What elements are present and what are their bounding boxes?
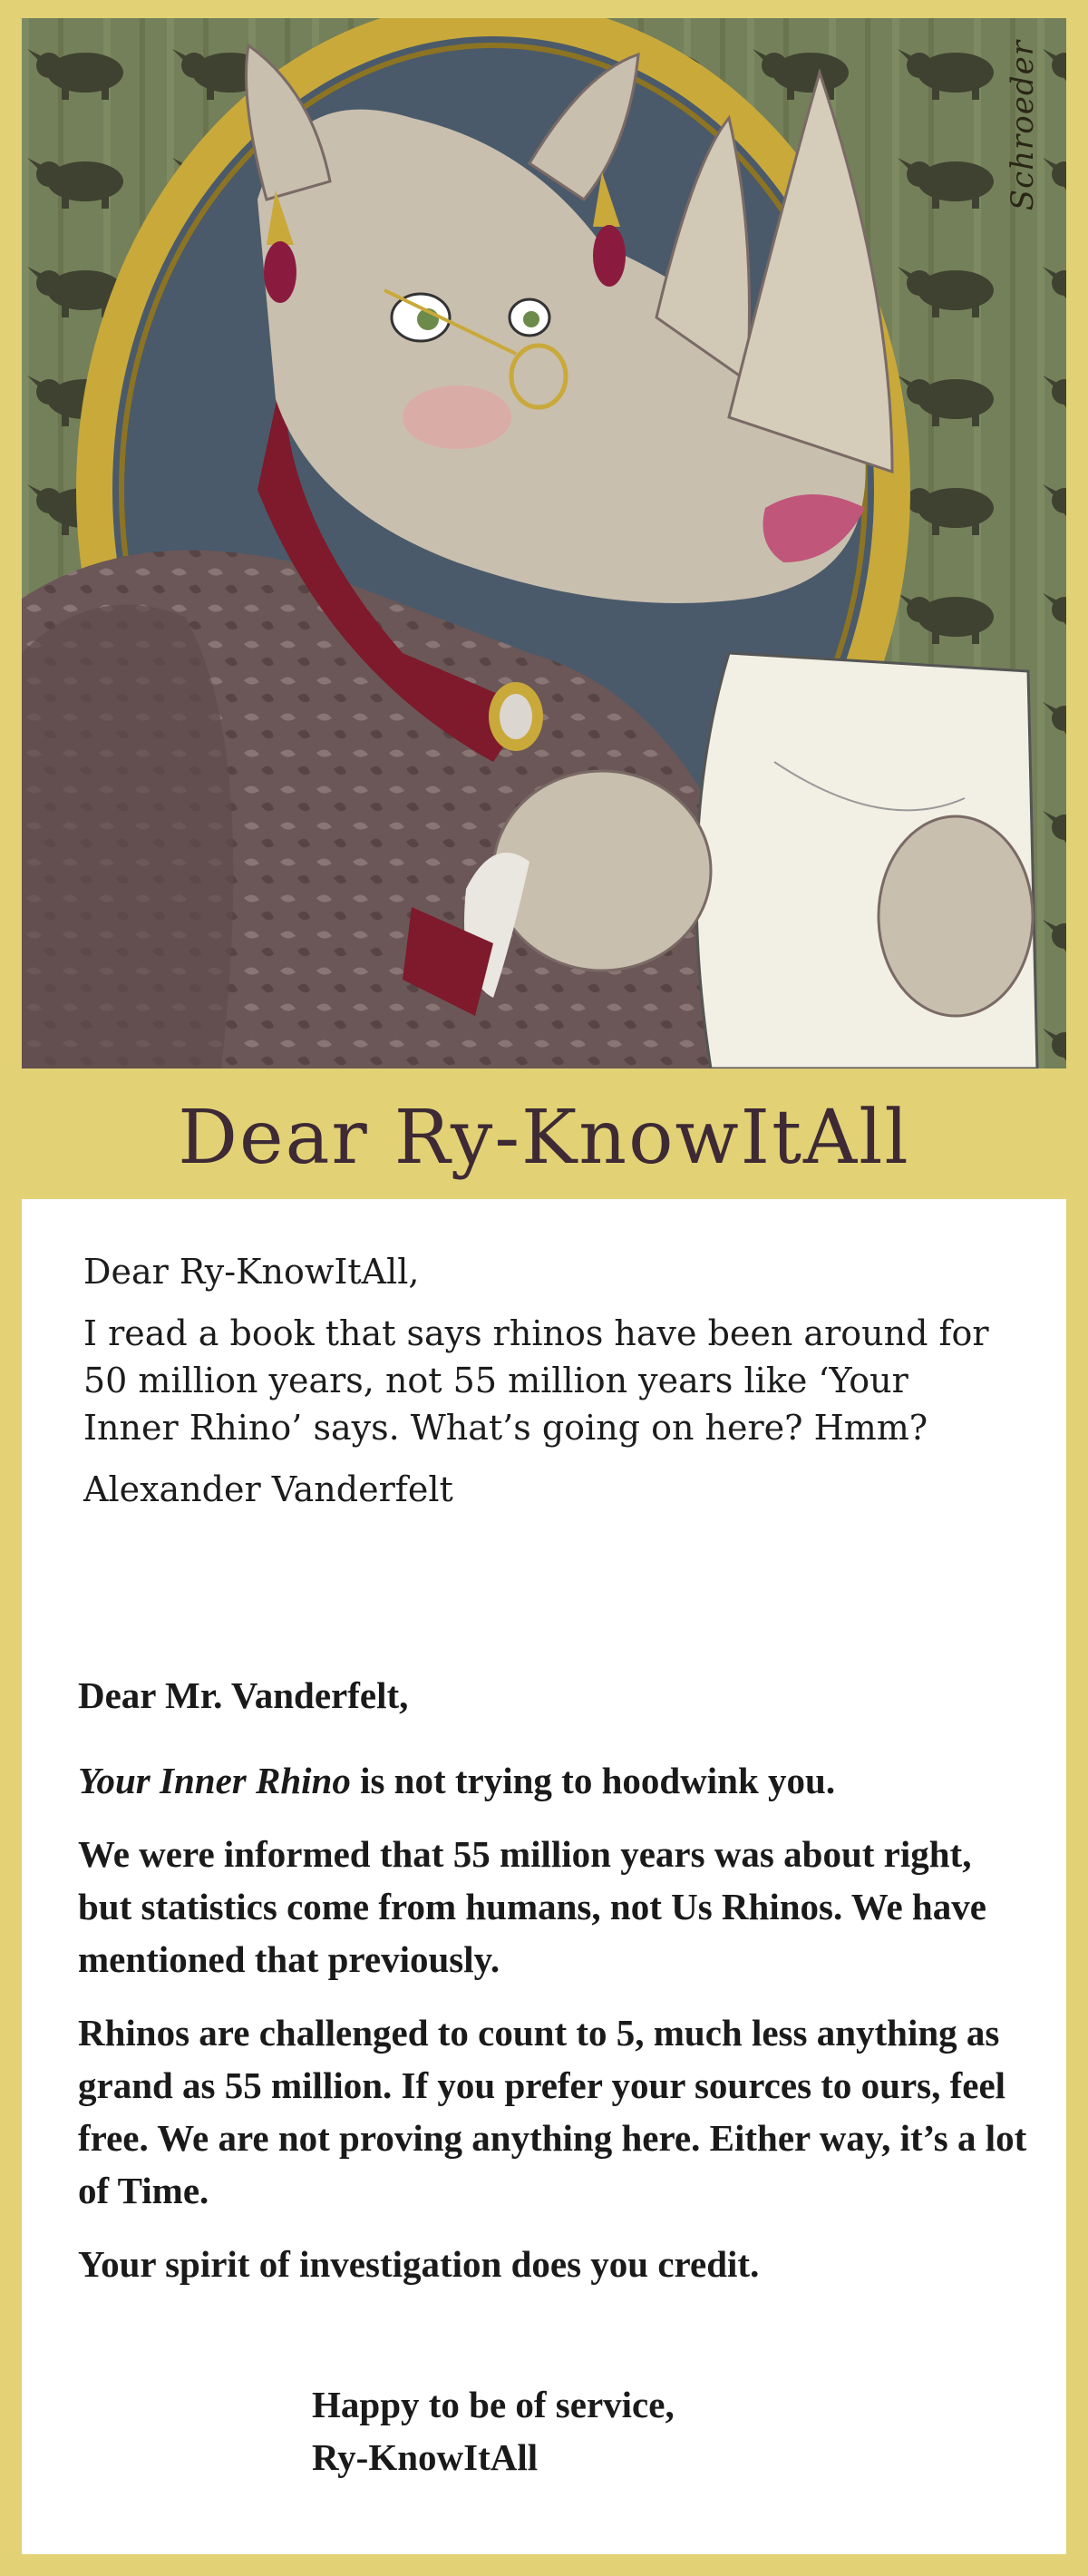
reply-salutation: Dear Mr. Vanderfelt, [78,1674,409,1716]
reply-paragraph-3: Rhinos are challenged to count to 5, much less anything as grand as 55 million. If you prefer your sources to ours, feel free. We are not proving anything here. Either way, it’s a lot of Time. [78,2012,1027,2211]
reply-paragraph-2: We were informed that 55 million years was about right, but statistics come from humans, not Us Rhinos. We have mentioned that previously. [78,1833,986,1980]
rhino-portrait-illustration [22,18,1066,1068]
closing-name: Ry-KnowItAll [312,2436,539,2478]
reply-paragraph-4: Your spirit of investigation does you credit. [78,2243,760,2285]
reader-question-text: I read a book that says rhinos have been around for 50 million years, not 55 million years like ‘Your Inner Rhino’ says. What’s going on here? Hmm? [83,1313,989,1448]
closing-line: Happy to be of service, [312,2384,675,2425]
reply-signoff [312,2378,675,2483]
reply-letter [78,1669,1030,2311]
reply-paragraph-1 [78,1754,1030,1807]
rhino-lady-portrait-icon [22,18,1066,1068]
book-title: Your Inner Rhino [78,1760,351,1801]
letter-card [22,1199,1066,2554]
artist-signature: Schroeder [1005,40,1041,211]
page-title: Dear Ry-KnowItAll [178,1095,910,1181]
reply-paragraph-1-rest: is not trying to hoodwink you. [350,1760,836,1801]
reader-salutation: Dear Ry-KnowItAll, [83,1252,420,1292]
reader-letter [83,1248,990,1527]
reader-signature: Alexander Vanderfelt [83,1469,453,1509]
